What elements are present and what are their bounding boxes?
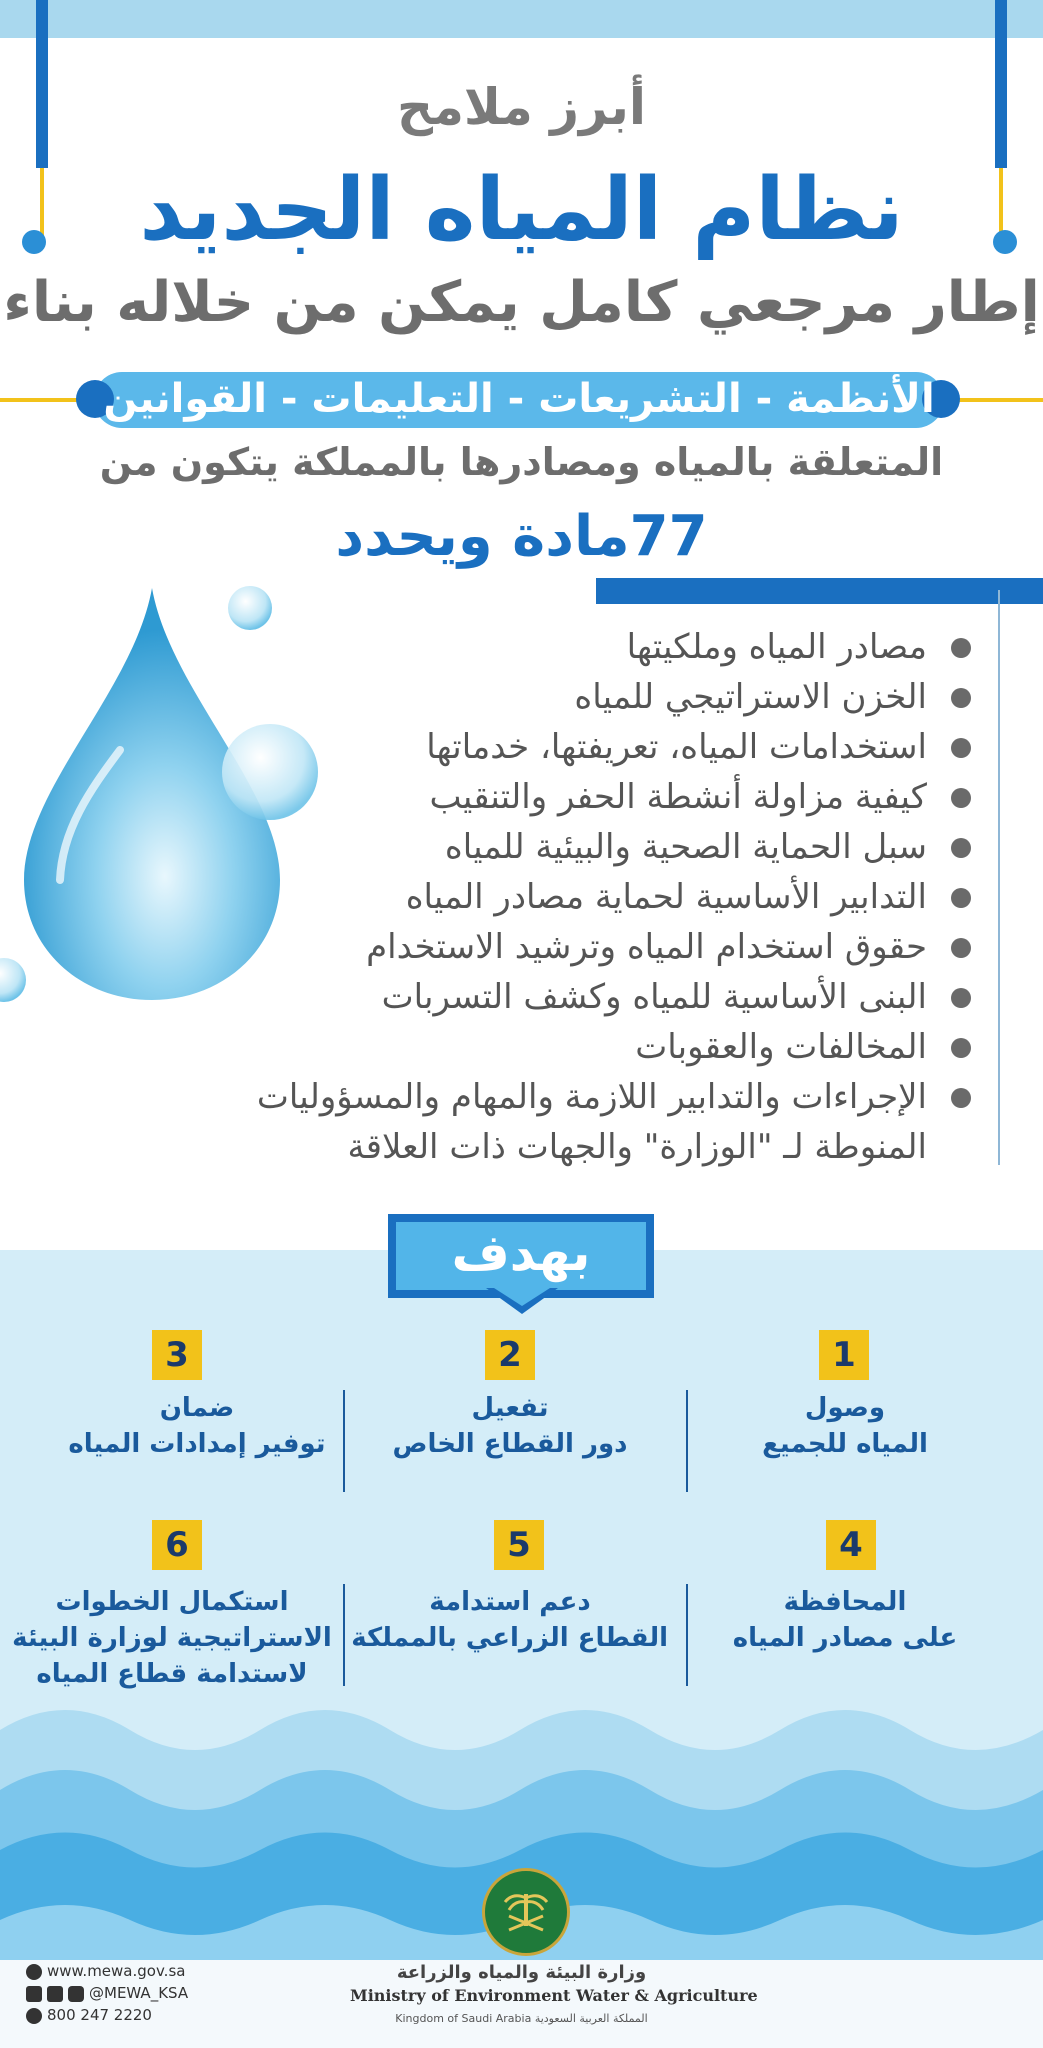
list-item: التدابير الأساسية لحماية مصادر المياه	[211, 872, 971, 922]
goal-text: دور القطاع الخاص	[392, 1429, 628, 1459]
goal-text: توفير إمدادات المياه	[68, 1429, 326, 1459]
list-item-continuation: المنوطة لـ "الوزارة" والجهات ذات العلاقة	[347, 1127, 927, 1167]
goal-divider	[343, 1584, 345, 1686]
social-row[interactable]	[26, 1984, 188, 2002]
top-band	[0, 0, 1043, 38]
goal-text: القطاع الزراعي بالمملكة	[351, 1623, 668, 1653]
list-item: الخزن الاستراتيجي للمياه	[211, 672, 971, 722]
goal-text: المحافظة	[783, 1587, 907, 1617]
goal-text: استكمال الخطوات	[55, 1587, 289, 1617]
facebook-icon[interactable]	[47, 1986, 63, 2002]
phone-number[interactable]: 800 247 2220	[47, 2006, 152, 2024]
goal-text: الاستراتيجية لوزارة البيئة	[12, 1623, 332, 1653]
goal-number: 2	[485, 1330, 535, 1380]
list-item: الإجراءات والتدابير اللازمة والمهام والمسؤوليات	[211, 1072, 971, 1122]
kingdom-label: Kingdom of Saudi Arabia المملكة العربية السعودية	[395, 2012, 648, 2025]
list-item: المخالفات والعقوبات	[211, 1022, 971, 1072]
title-line-1: أبرز ملامح	[396, 78, 647, 136]
list-item: مصادر المياه وملكيتها	[211, 622, 971, 672]
social-handle[interactable]: @MEWA_KSA	[89, 1984, 189, 2002]
goal-text: المياه للجميع	[762, 1429, 928, 1459]
palm-emblem-icon	[495, 1880, 557, 1942]
goal-text: دعم استدامة	[429, 1587, 591, 1617]
section-bar	[596, 578, 1043, 604]
goal-item-2	[352, 1390, 668, 1462]
ministry-name-ar: وزارة البيئة والمياه والزراعة	[396, 1962, 647, 1983]
goal-number: 1	[819, 1330, 869, 1380]
features-list	[211, 622, 971, 1172]
globe-icon	[26, 1964, 42, 1980]
goal-text: على مصادر المياه	[732, 1623, 958, 1653]
goal-divider	[686, 1390, 688, 1492]
goal-number: 6	[152, 1520, 202, 1570]
goals-heading: بهدف	[451, 1224, 591, 1282]
description-line: المتعلقة بالمياه ومصادرها بالمملكة يتكون من	[99, 440, 944, 484]
list-item: البنى الأساسية للمياه وكشف التسربات	[211, 972, 971, 1022]
goal-item-1	[697, 1390, 993, 1462]
instagram-icon[interactable]	[68, 1986, 84, 2002]
goal-number: 5	[494, 1520, 544, 1570]
goal-number: 3	[152, 1330, 202, 1380]
list-item: استخدامات المياه، تعريفتها، خدماتها	[211, 722, 971, 772]
goal-item-5	[352, 1584, 668, 1656]
goal-divider	[343, 1390, 345, 1492]
phone-icon	[26, 2008, 42, 2024]
goal-item-4	[697, 1584, 993, 1656]
goal-number: 4	[826, 1520, 876, 1570]
list-side-line	[998, 590, 1000, 1165]
ministry-name-en: Ministry of Environment Water & Agriculture	[350, 1986, 758, 2005]
categories-text: الأنظمة - التشريعات - التعليمات - القوانين	[103, 376, 935, 422]
goal-text: تفعيل	[471, 1393, 549, 1423]
phone-row[interactable]	[26, 2006, 152, 2024]
page-title: نظام المياه الجديد	[139, 160, 904, 260]
list-item: كيفية مزاولة أنشطة الحفر والتنقيب	[211, 772, 971, 822]
goal-divider	[686, 1584, 688, 1686]
goal-item-3	[40, 1390, 354, 1462]
goal-text: وصول	[804, 1393, 886, 1423]
website-link[interactable]: www.mewa.gov.sa	[47, 1962, 186, 1980]
twitter-icon[interactable]	[26, 1986, 42, 2002]
subtitle: إطار مرجعي كامل يمكن من خلاله بناء	[3, 270, 1040, 335]
website-row[interactable]	[26, 1962, 185, 1980]
goals-heading-pointer-inner	[494, 1288, 550, 1306]
goal-item-6	[10, 1584, 334, 1692]
list-item: سبل الحماية الصحية والبيئية للمياه	[211, 822, 971, 872]
goal-text: لاستدامة قطاع المياه	[36, 1659, 308, 1689]
list-item: حقوق استخدام المياه وترشيد الاستخدام	[211, 922, 971, 972]
articles-count: 77مادة ويحدد	[335, 504, 708, 569]
goal-text: ضمان	[159, 1393, 235, 1423]
